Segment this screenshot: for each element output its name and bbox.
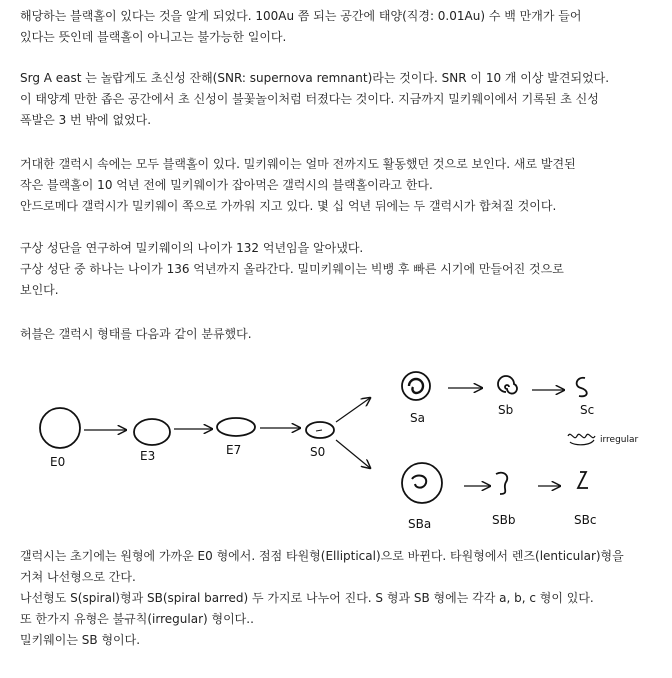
sbc-label: SBc [574, 513, 597, 527]
arrow-s0-sa [336, 398, 370, 422]
arrow-s0-sba [336, 440, 370, 468]
sc-galaxy-shape [577, 378, 587, 397]
paragraph-5 [20, 324, 660, 345]
text-line: 또 한가지 유형은 불규칙(irregular) 형이다.. [20, 612, 254, 626]
sc-label: Sc [580, 403, 595, 417]
paragraph-3 [20, 154, 660, 217]
sb-galaxy-shape [498, 376, 517, 394]
sb-label: Sb [498, 403, 514, 417]
text-line: 밀키웨이는 SB 형이다. [20, 633, 141, 647]
e3-galaxy-shape [134, 419, 170, 445]
hubble-classification-diagram [20, 362, 660, 540]
text-line: 거쳐 나선형으로 간다. [20, 570, 136, 584]
text-line: 갤럭시는 초기에는 원형에 가까운 E0 형에서. 점점 타원형(Elliptical)으로 바뀐다. 타원형에서 렌즈(lenticular)형을 [20, 549, 624, 563]
sbb-label: SBb [492, 513, 516, 527]
text-line: 거대한 갤럭시 속에는 모두 블랙홀이 있다. 밀키웨이는 얼마 전까지도 활동했던 것으로 보인다. 새로 발견된 [20, 157, 576, 171]
paragraph-1 [20, 6, 660, 48]
text-line: 이 태양계 만한 좁은 공간에서 초 신성이 불꽃놀이처럼 터졌다는 것이다. 지금까지 밀키웨이에서 기록된 초 신성 [20, 92, 599, 106]
e3-label: E3 [140, 449, 156, 463]
sba-galaxy-shape [402, 463, 442, 503]
text-line: 있다는 뜻인데 블랙홀이 아니고는 불가능한 일이다. [20, 30, 287, 44]
paragraph-2 [20, 68, 660, 131]
paragraph-4 [20, 238, 660, 301]
text-line: Srg A east 는 놀랍게도 초신성 잔해(SNR: supernova remnant)라는 것이다. SNR 이 10 개 이상 발견되었다. [20, 71, 610, 85]
text-line: 해당하는 블랙홀이 있다는 것을 알게 되었다. 100Au 쯤 되는 공간에 태양(직경: 0.01Au) 수 백 만개가 들어 [20, 9, 582, 23]
irregular-label: irregular [600, 435, 639, 445]
sbc-galaxy-shape [578, 472, 588, 488]
e0-label: E0 [50, 455, 66, 469]
irregular-galaxy-shape [568, 434, 595, 445]
text-line: 안드로메다 갤럭시가 밀키웨이 쪽으로 가까워 지고 있다. 몇 십 억년 뒤에는 두 갤럭시가 합쳐질 것이다. [20, 199, 557, 213]
text-line: 허블은 갤럭시 형태를 다음과 같이 분류했다. [20, 327, 252, 341]
text-line: 나선형도 S(spiral)형과 SB(spiral barred) 두 가지로 나누어 진다. S 형과 SB 형에는 각각 a, b, c 형이 있다. [20, 591, 594, 605]
sbb-galaxy-shape [496, 473, 507, 494]
text-line: 구상 성단을 연구하여 밀키웨이의 나이가 132 억년임을 알아냈다. [20, 241, 364, 255]
text-line: 작은 블랙홀이 10 억년 전에 밀키웨이가 잡아먹은 갤럭시의 블랙홀이라고 한다. [20, 178, 433, 192]
text-line: 구상 성단 중 하나는 나이가 136 억년까지 올라간다. 밀미키웨이는 빅뱅 후 빠른 시기에 만들어진 것으로 [20, 262, 564, 276]
e0-galaxy-shape [40, 408, 80, 448]
e7-label: E7 [226, 443, 242, 457]
text-line: 보인다. [20, 283, 59, 297]
sba-label: SBa [408, 517, 432, 531]
e7-galaxy-shape [217, 418, 255, 436]
text-line: 폭발은 3 번 밖에 없었다. [20, 113, 152, 127]
s0-label: S0 [310, 445, 326, 459]
sa-galaxy-shape [402, 372, 430, 400]
sa-label: Sa [410, 411, 425, 425]
closing-paragraph [20, 546, 660, 651]
